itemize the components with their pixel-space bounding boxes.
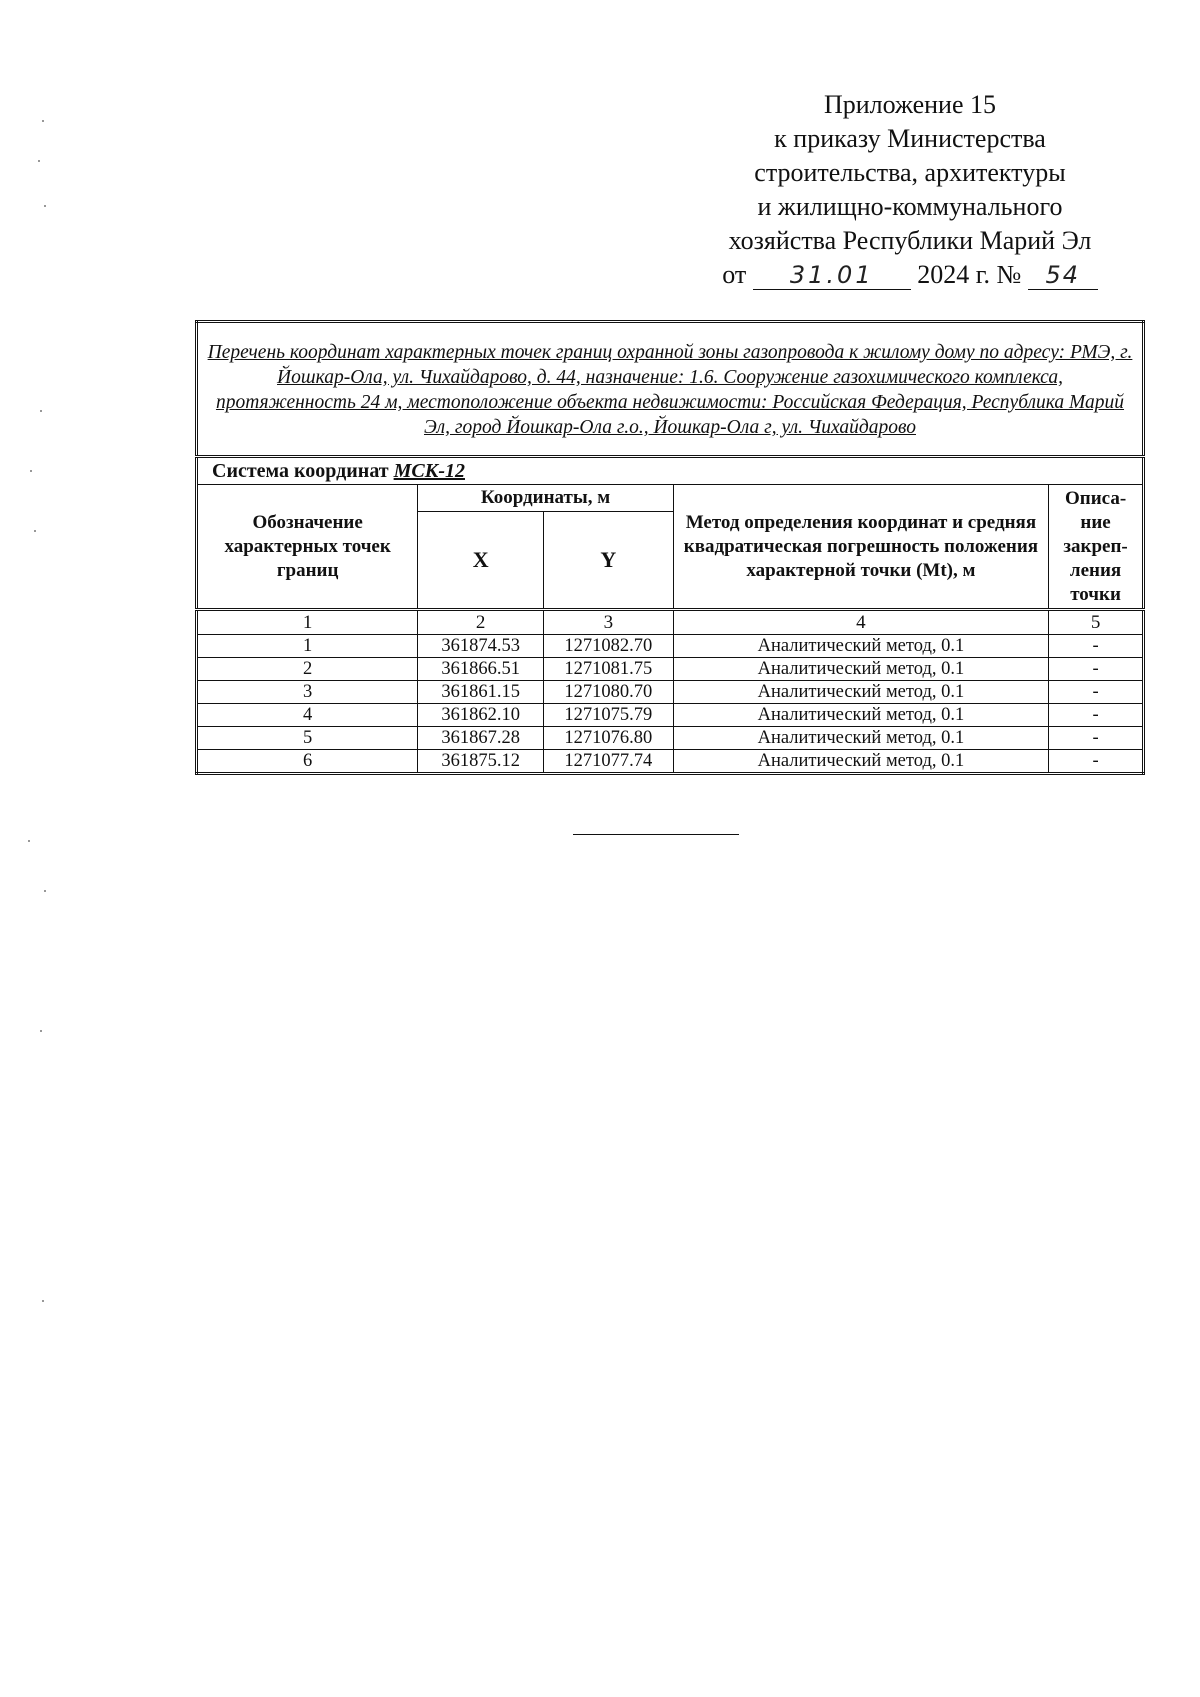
cell-x: 361862.10 bbox=[418, 704, 544, 727]
column-number: 2 bbox=[418, 610, 544, 635]
cell-point: 1 bbox=[197, 635, 418, 658]
header-coordinates: Координаты, м bbox=[418, 485, 673, 512]
column-number: 1 bbox=[197, 610, 418, 635]
cell-description: - bbox=[1049, 635, 1144, 658]
cell-method: Аналитический метод, 0.1 bbox=[673, 635, 1048, 658]
appendix-line-republic: хозяйства Республики Марий Эл bbox=[728, 226, 1092, 255]
cell-point: 6 bbox=[197, 750, 418, 774]
cell-x: 361867.28 bbox=[418, 727, 544, 750]
table-row bbox=[197, 635, 1144, 658]
year-number-label: 2024 г. № bbox=[917, 260, 1022, 289]
cell-description: - bbox=[1049, 681, 1144, 704]
cell-method: Аналитический метод, 0.1 bbox=[673, 681, 1048, 704]
header-y: Y bbox=[543, 512, 673, 610]
header-x: X bbox=[418, 512, 544, 610]
cell-description: - bbox=[1049, 704, 1144, 727]
scan-speck bbox=[38, 160, 40, 162]
scan-speck bbox=[44, 205, 46, 207]
scan-speck bbox=[34, 530, 36, 532]
date-prefix: от bbox=[722, 260, 747, 289]
cell-point: 2 bbox=[197, 658, 418, 681]
appendix-line-housing: и жилищно-коммунального bbox=[757, 192, 1063, 221]
cell-x: 361861.15 bbox=[418, 681, 544, 704]
scan-speck bbox=[44, 890, 46, 892]
coordinate-system-label: Система координат bbox=[212, 459, 389, 482]
end-of-document-rule bbox=[573, 834, 739, 835]
appendix-title: Приложение 15 bbox=[823, 90, 997, 119]
cell-y: 1271076.80 bbox=[543, 727, 673, 750]
column-number: 4 bbox=[673, 610, 1048, 635]
scan-speck bbox=[28, 840, 30, 842]
cell-y: 1271075.79 bbox=[543, 704, 673, 727]
table-row bbox=[197, 727, 1144, 750]
appendix-header bbox=[690, 88, 1130, 292]
cell-y: 1271080.70 bbox=[543, 681, 673, 704]
cell-method: Аналитический метод, 0.1 bbox=[673, 750, 1048, 774]
handwritten-number: 54 bbox=[1028, 261, 1098, 290]
table-row bbox=[197, 658, 1144, 681]
handwritten-date: 31.01 bbox=[753, 261, 911, 290]
scan-speck bbox=[40, 410, 42, 412]
cell-y: 1271082.70 bbox=[543, 635, 673, 658]
cell-x: 361866.51 bbox=[418, 658, 544, 681]
cell-point: 4 bbox=[197, 704, 418, 727]
coordinate-system-value: МСК-12 bbox=[393, 459, 465, 482]
coordinates-table bbox=[195, 320, 1145, 775]
table-row bbox=[197, 704, 1144, 727]
cell-y: 1271077.74 bbox=[543, 750, 673, 774]
cell-method: Аналитический метод, 0.1 bbox=[673, 658, 1048, 681]
cell-description: - bbox=[1049, 658, 1144, 681]
appendix-date-line bbox=[690, 258, 1130, 292]
cell-method: Аналитический метод, 0.1 bbox=[673, 704, 1048, 727]
scan-speck bbox=[40, 1030, 42, 1032]
scan-speck bbox=[42, 1300, 44, 1302]
cell-y: 1271081.75 bbox=[543, 658, 673, 681]
cell-method: Аналитический метод, 0.1 bbox=[673, 727, 1048, 750]
cell-point: 3 bbox=[197, 681, 418, 704]
column-number: 3 bbox=[543, 610, 673, 635]
cell-description: - bbox=[1049, 750, 1144, 774]
column-number: 5 bbox=[1049, 610, 1144, 635]
cell-point: 5 bbox=[197, 727, 418, 750]
column-number-row bbox=[197, 610, 1144, 635]
header-point-designation: Обозначение характерных точек границ bbox=[197, 485, 418, 610]
coordinate-system-row bbox=[197, 457, 1144, 485]
appendix-line-ministry: строительства, архитектуры bbox=[754, 158, 1066, 187]
header-description: Описа-ние закреп-ления точки bbox=[1049, 485, 1144, 610]
scan-speck bbox=[30, 470, 32, 472]
table-row bbox=[197, 750, 1144, 774]
scan-speck bbox=[42, 120, 44, 122]
cell-description: - bbox=[1049, 727, 1144, 750]
header-method: Метод определения координат и средняя квадратическая погрешность положения характерной точки (Mt), м bbox=[673, 485, 1048, 610]
cell-x: 361874.53 bbox=[418, 635, 544, 658]
appendix-line-order: к приказу Министерства bbox=[774, 124, 1046, 153]
table-caption: Перечень координат характерных точек границ охранной зоны газопровода к жилому дому по адресу: РМЭ, г. Йошкар-Ола, ул. Чихайдарово, д. 44, назначение: 1.6. Сооружение газохимического комплекса, протяженность 24 м, местоположение объекта недвижимости: Российская Федерация, Республика Марий Эл, город Йошкар-Ола г.о., Йошкар-Ола г, ул. Чихайдарово bbox=[197, 322, 1144, 457]
table-row bbox=[197, 681, 1144, 704]
cell-x: 361875.12 bbox=[418, 750, 544, 774]
